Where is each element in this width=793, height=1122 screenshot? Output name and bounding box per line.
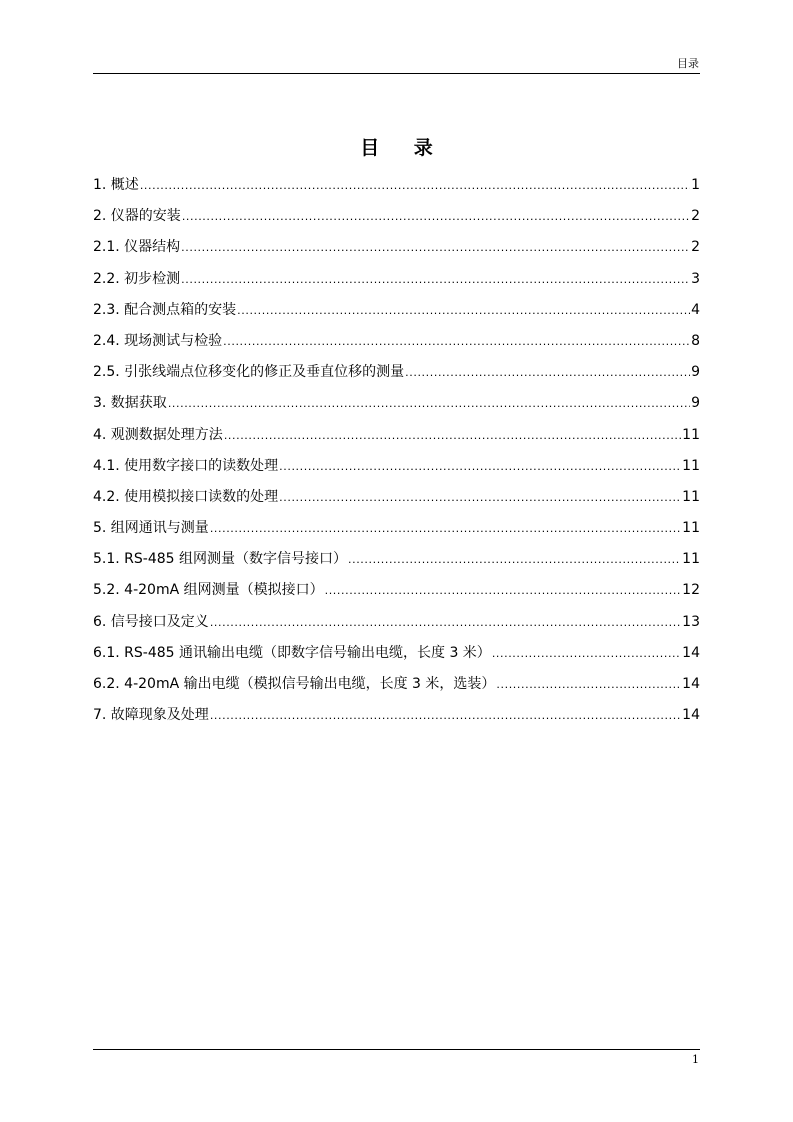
running-header: 目录 (677, 57, 699, 70)
toc-entry[interactable] (93, 455, 700, 486)
toc-entry[interactable] (93, 299, 700, 330)
toc-entry-label: 2.2. 初步检测 (93, 270, 181, 287)
toc-entry-page: 14 (682, 707, 700, 724)
toc-entry[interactable] (93, 392, 700, 423)
dot-leader (210, 518, 681, 540)
toc-entry[interactable] (93, 174, 700, 205)
toc-entry-page: 4 (691, 301, 700, 318)
dot-leader (140, 175, 690, 197)
dot-leader (348, 549, 681, 571)
toc-entry-page: 12 (682, 582, 700, 599)
toc-entry-label: 6. 信号接口及定义 (93, 613, 209, 630)
toc-entry[interactable] (93, 704, 700, 735)
dot-leader (325, 580, 682, 602)
toc-entry-page: 9 (691, 364, 700, 381)
toc-entry-page: 2 (691, 208, 700, 225)
page-title: 目 录 (360, 137, 447, 159)
toc-entry-label: 3. 数据获取 (93, 395, 167, 412)
toc-entry-page: 13 (682, 613, 700, 630)
toc-entry[interactable] (93, 236, 700, 267)
dot-leader (210, 612, 681, 634)
page-number: 1 (692, 1053, 699, 1066)
toc-entry[interactable] (93, 517, 700, 548)
toc-entry[interactable] (93, 642, 700, 673)
dot-leader (182, 206, 690, 228)
header-rule (93, 73, 700, 74)
toc-entry[interactable] (93, 548, 700, 579)
toc-entry-page: 14 (682, 644, 700, 661)
dot-leader (496, 674, 681, 696)
dot-leader (210, 705, 681, 727)
toc-entry-page: 11 (682, 488, 700, 505)
dot-leader (168, 393, 690, 415)
dot-leader (279, 487, 681, 509)
toc-entry[interactable] (93, 330, 700, 361)
dot-leader (181, 237, 690, 259)
toc-entry-label: 5.1. RS-485 组网测量（数字信号接口） (93, 551, 348, 568)
toc-entry-label: 2.5. 引张线端点位移变化的修正及垂直位移的测量 (93, 364, 405, 381)
dot-leader (223, 331, 690, 353)
dot-leader (279, 456, 681, 478)
toc-entry[interactable] (93, 268, 700, 299)
toc-entry[interactable] (93, 611, 700, 642)
toc-entry-label: 5.2. 4-20mA 组网测量（模拟接口） (93, 582, 324, 599)
toc-entry-label: 4.2. 使用模拟接口读数的处理 (93, 488, 279, 505)
dot-leader (405, 362, 690, 384)
toc-entry[interactable] (93, 205, 700, 236)
dot-leader (181, 269, 690, 291)
toc-entry-label: 4.1. 使用数字接口的读数处理 (93, 457, 279, 474)
toc-entry-page: 1 (691, 177, 700, 193)
toc-entry-label: 7. 故障现象及处理 (93, 707, 209, 724)
dot-leader (224, 425, 681, 447)
toc-entry-label: 6.2. 4-20mA 输出电缆（模拟信号输出电缆，长度 3 米，选装） (93, 676, 496, 692)
toc-entry-label: 2. 仪器的安装 (93, 208, 181, 225)
toc-entry[interactable] (93, 673, 700, 704)
toc-entry-page: 14 (682, 676, 700, 692)
dot-leader (492, 643, 681, 665)
toc-entry-label: 2.1. 仪器结构 (93, 239, 181, 256)
toc-entry-page: 3 (691, 270, 700, 287)
toc-entry-label: 1. 概述 (93, 177, 139, 193)
toc-entry-page: 11 (682, 457, 700, 474)
toc-entry[interactable] (93, 424, 700, 455)
toc-entry-page: 11 (682, 426, 700, 443)
toc-entry-label: 5. 组网通讯与测量 (93, 520, 209, 537)
toc-entry-label: 2.4. 现场测试与检验 (93, 332, 223, 349)
toc-entry-page: 11 (682, 551, 700, 568)
toc-entry-page: 8 (691, 332, 700, 349)
toc-entry-label: 6.1. RS-485 通讯输出电缆（即数字信号输出电缆，长度 3 米） (93, 644, 491, 661)
toc-entry-page: 11 (682, 520, 700, 537)
footer-rule (93, 1049, 700, 1050)
table-of-contents (93, 174, 700, 735)
toc-entry-label: 2.3. 配合测点箱的安装 (93, 301, 237, 318)
toc-entry[interactable] (93, 361, 700, 392)
toc-entry-label: 4. 观测数据处理方法 (93, 426, 223, 443)
toc-entry-page: 2 (691, 239, 700, 256)
toc-entry[interactable] (93, 579, 700, 610)
dot-leader (237, 300, 690, 322)
toc-entry-page: 9 (691, 395, 700, 412)
toc-entry[interactable] (93, 486, 700, 517)
